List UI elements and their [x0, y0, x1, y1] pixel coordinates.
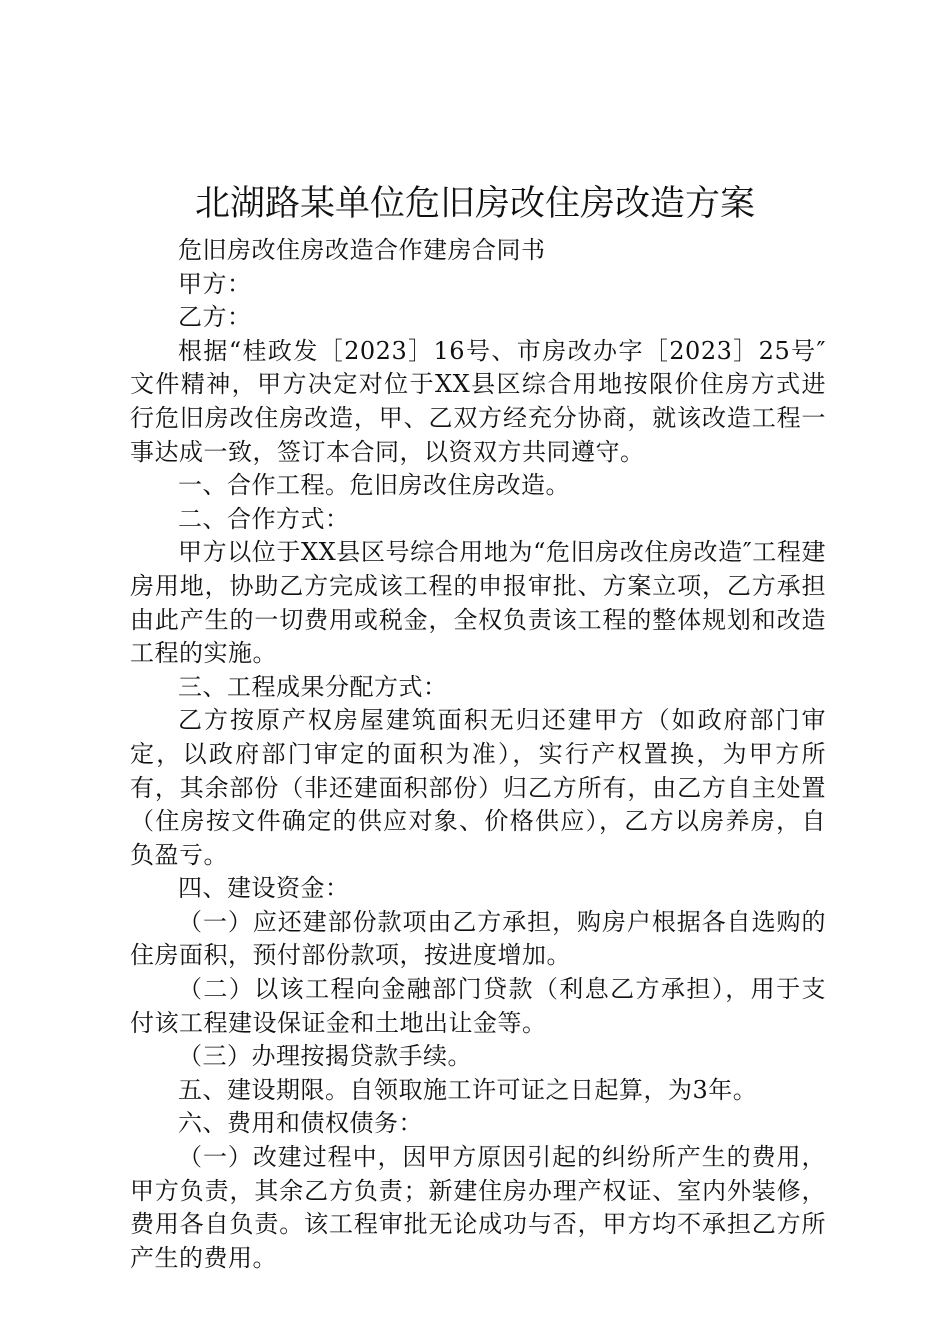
section-4-item-3: （三）办理按揭贷款手续。	[178, 1042, 472, 1071]
section-4-heading: 四、建设资金：	[178, 874, 350, 903]
section-5-heading: 五、建设期限。自领取施工许可证之日起算，为3年。	[178, 1075, 758, 1104]
section-3-heading: 三、工程成果分配方式：	[178, 672, 448, 701]
section-6-heading: 六、费用和债权债务：	[178, 1109, 423, 1138]
section-4-item-1: （一）应还建部份款项由乙方承担，购房户根据各自选购的住房面积，预付部份款项，按进度增加。	[130, 907, 826, 970]
party-b-line: 乙方：	[178, 303, 252, 332]
section-6-item-1: （一）改建过程中，因甲方原因引起的纠纷所产生的费用，甲方负责，其余乙方负责；新建住房办理产权证、室内外装修，费用各自负责。该工程审批无论成功与否，甲方均不承担乙方所产生的费用。	[130, 1143, 826, 1272]
section-2-heading: 二、合作方式：	[178, 504, 350, 533]
section-1-heading: 一、合作工程。危旧房改住房改造。	[178, 471, 570, 500]
section-3-body: 乙方按原产权房屋建筑面积无归还建甲方（如政府部门审定，以政府部门审定的面积为准），实行产权置换，为甲方所有，其余部份（非还建面积部份）归乙方所有，由乙方自主处置（住房按文件确定的供应对象、价格供应），乙方以房养房，自负盈亏。	[130, 706, 826, 869]
preamble-paragraph: 根据“桂政发［2023］16号、市房改办字［2023］25号″文件精神，甲方决定对位于XX县区综合用地按限价住房方式进行危旧房改住房改造，甲、乙双方经充分协商，就该改造工程一事达成一致，签订本合同，以资双方共同遵守。	[130, 336, 826, 466]
section-2-body: 甲方以位于XX县区号综合用地为“危旧房改住房改造″工程建房用地，协助乙方完成该工程的申报审批、方案立项，乙方承担由此产生的一切费用或税金，全权负责该工程的整体规划和改造工程的实施。	[130, 538, 826, 668]
contract-heading: 危旧房改住房改造合作建房合同书	[178, 236, 546, 264]
document-title: 北湖路某单位危旧房改住房改造方案	[194, 184, 755, 224]
document-body	[130, 234, 826, 1275]
section-4-item-2: （二）以该工程向金融部门贷款（利息乙方承担），用于支付该工程建设保证金和土地出让金等。	[130, 975, 826, 1037]
party-a-line: 甲方：	[178, 269, 252, 298]
